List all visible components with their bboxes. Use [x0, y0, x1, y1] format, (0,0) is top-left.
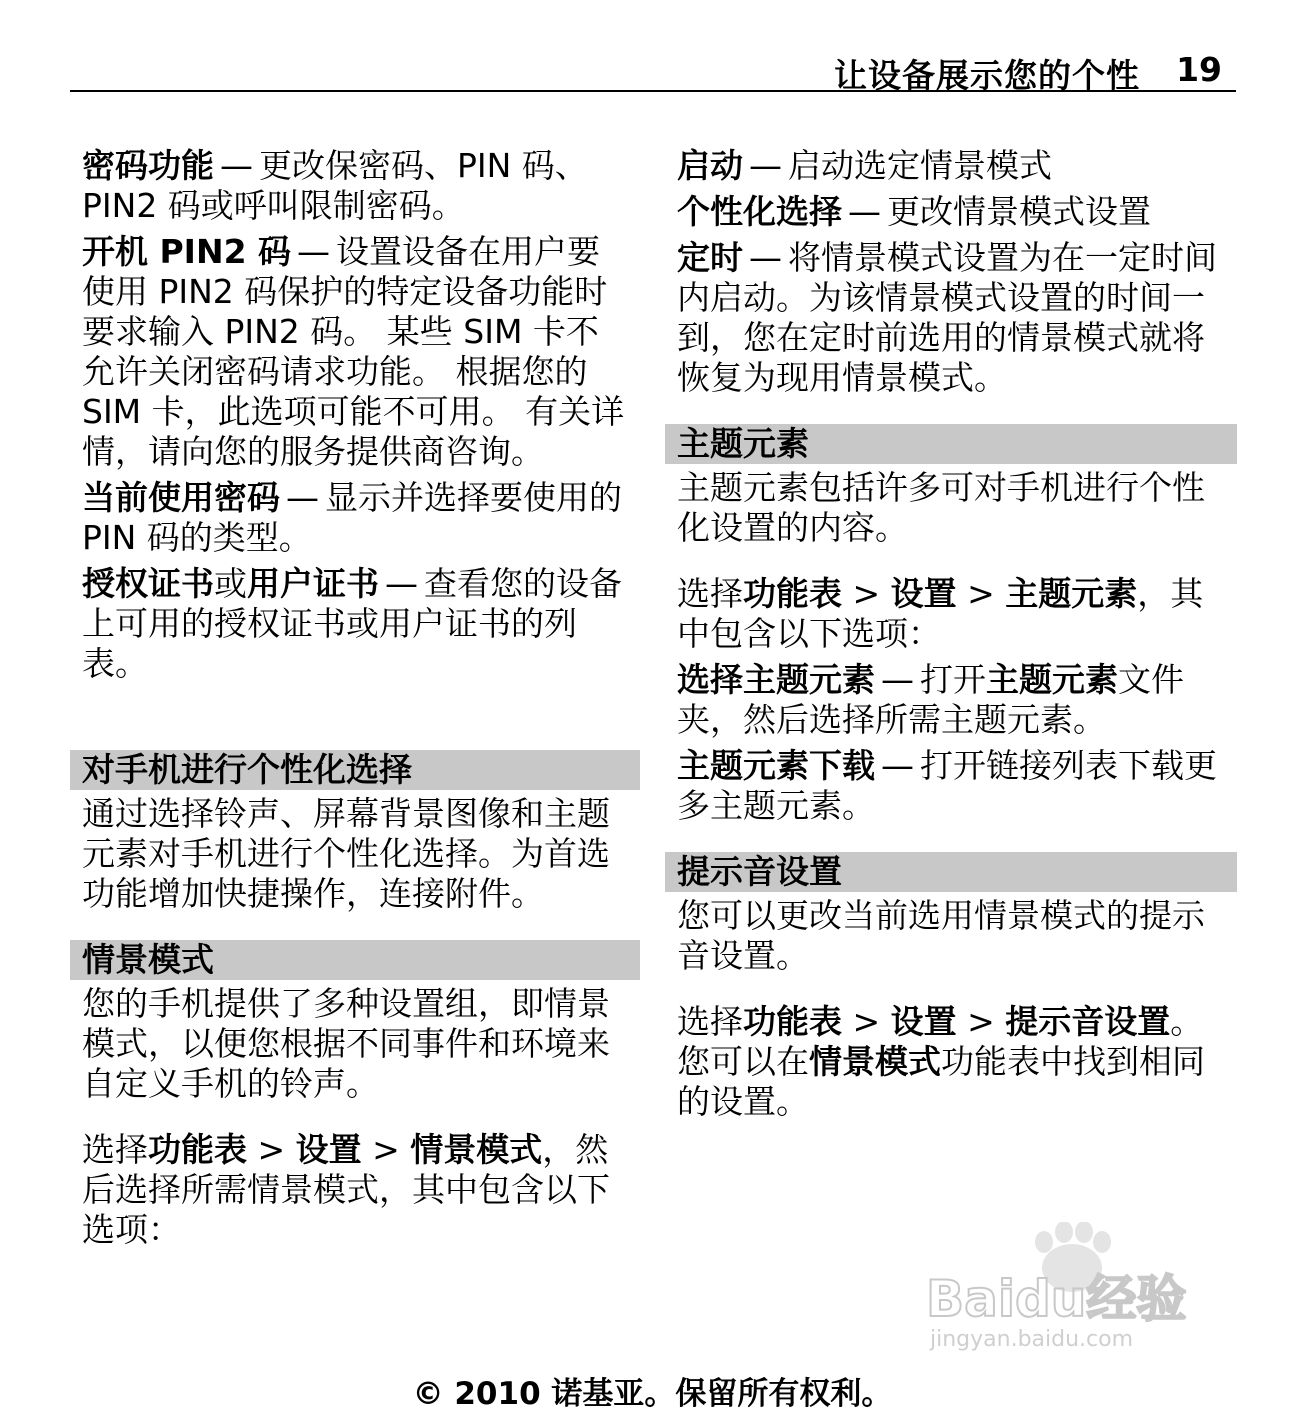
menu-item-themes: 主题元素 [1005, 574, 1138, 613]
menu-path-themes [665, 574, 1237, 654]
section-heading-profiles: 情景模式 [70, 940, 640, 980]
copyright-footer: © 2010 诺基亚。保留所有权利。 [412, 1376, 893, 1412]
description: 启动选定情景模式 [788, 146, 1052, 185]
menu-item-menu: 功能表 [148, 1130, 247, 1169]
term: 个性化选择 [677, 192, 842, 231]
section-body-personalize: 通过选择铃声、屏幕背景图像和主题元素对手机进行个性化选择。为首选功能增加快捷操作，连接附件。 [82, 794, 610, 913]
inline-term: 主题元素 [986, 660, 1118, 699]
dash: — [848, 192, 881, 231]
page-header [70, 48, 1236, 95]
option-startup-pin2 [70, 232, 640, 472]
dash: — [385, 564, 418, 603]
section-body-tones: 您可以更改当前选用情景模式的提示音设置。 [677, 896, 1205, 975]
option-activate [665, 146, 1237, 186]
path-separator: > [842, 574, 891, 613]
term-authority-cert: 授权证书 [82, 564, 214, 603]
page-number: 19 [1176, 50, 1222, 89]
menu-path-tones [665, 1002, 1237, 1122]
dash: — [286, 478, 319, 517]
description-pre: 打开 [920, 660, 986, 699]
right-column [665, 146, 1237, 1128]
select-prefix: 选择 [677, 1002, 743, 1041]
inline-term: 情景模式 [809, 1042, 941, 1081]
section-heading-personalize: 对手机进行个性化选择 [70, 750, 640, 790]
term: 主题元素下载 [677, 746, 875, 785]
dash: — [220, 146, 253, 185]
description: 更改情景模式设置 [887, 192, 1151, 231]
option-password-function [70, 146, 640, 226]
description: 显示并选择要使用的 PIN 码的类型。 [82, 478, 622, 557]
watermark-logo-text: Baidu经验 [926, 1270, 1187, 1328]
description: 打开链接列表下载更多主题元素。 [677, 746, 1217, 825]
dash: — [749, 238, 782, 277]
dash: — [881, 746, 914, 785]
section-heading-themes: 主题元素 [665, 424, 1237, 464]
term-user-cert: 用户证书 [247, 564, 379, 603]
menu-path-profiles [70, 1130, 640, 1250]
menu-item-settings: 设置 [890, 574, 957, 613]
running-title: 让设备展示您的个性 [834, 56, 1140, 95]
menu-item-profiles: 情景模式 [410, 1130, 543, 1169]
menu-item-settings: 设置 [295, 1130, 362, 1169]
menu-item-settings: 设置 [890, 1002, 957, 1041]
option-timed [665, 238, 1237, 398]
description-post: 文件夹，然后选择所需主题元素。 [677, 660, 1184, 739]
path-separator: > [956, 1002, 1006, 1041]
section-heading-tones: 提示音设置 [665, 852, 1237, 892]
section-body-themes: 主题元素包括许多可对手机进行个性化设置的内容。 [677, 468, 1205, 547]
menu-item-menu: 功能表 [743, 574, 842, 613]
description: 查看您的设备上可用的授权证书或用户证书的列表。 [82, 564, 622, 683]
term: 选择主题元素 [677, 660, 875, 699]
watermark-url: jingyan.baidu.com [930, 1327, 1134, 1352]
dash: — [749, 146, 782, 185]
section-body-profiles: 您的手机提供了多种设置组，即情景模式，以便您根据不同事件和环境来自定义手机的铃声。 [82, 984, 610, 1103]
left-column [70, 146, 640, 1256]
term: 定时 [677, 238, 743, 277]
option-personalize [665, 192, 1237, 232]
dash: — [297, 232, 331, 271]
select-tail: 功能表中找到相同的设置。 [677, 1042, 1205, 1121]
option-current-password [70, 478, 640, 558]
term: 启动 [677, 146, 743, 185]
term: 当前使用密码 [82, 478, 280, 517]
menu-item-tones: 提示音设置 [1005, 1002, 1171, 1041]
term: 开机 PIN2 码 [82, 232, 292, 271]
paw-logo-icon [922, 1222, 1222, 1352]
conjunction: 或 [214, 564, 247, 603]
description: 更改保密码、PIN 码、PIN2 码或呼叫限制密码。 [82, 146, 588, 225]
option-theme-downloads [665, 746, 1237, 826]
option-certificates [70, 564, 640, 684]
select-prefix: 选择 [82, 1130, 148, 1169]
path-separator: > [361, 1130, 411, 1169]
select-suffix: ，其中包含以下选项： [677, 574, 1204, 653]
select-suffix: 。您可以在 [677, 1002, 1204, 1081]
select-suffix: ，然后选择所需情景模式，其中包含以下选项： [82, 1130, 610, 1249]
term: 密码功能 [82, 146, 214, 185]
path-separator: > [956, 574, 1006, 613]
description: 设置设备在用户要使用 PIN2 码保护的特定设备功能时要求输入 PIN2 码。 某些 SIM 卡不允许关闭密码请求功能。 根据您的 SIM 卡，此选项可能不可用。 有关详情，请向您的服务提供商咨询。 [82, 232, 625, 471]
baidu-jingyan-watermark [922, 1222, 1222, 1352]
select-prefix: 选择 [677, 574, 743, 613]
path-separator: > [842, 1002, 891, 1041]
dash: — [881, 660, 914, 699]
path-separator: > [247, 1130, 296, 1169]
menu-item-menu: 功能表 [743, 1002, 842, 1041]
option-select-theme [665, 660, 1237, 740]
description: 将情景模式设置为在一定时间内启动。为该情景模式设置的时间一到，您在定时前选用的情景模式就将恢复为现用情景模式。 [677, 238, 1217, 397]
